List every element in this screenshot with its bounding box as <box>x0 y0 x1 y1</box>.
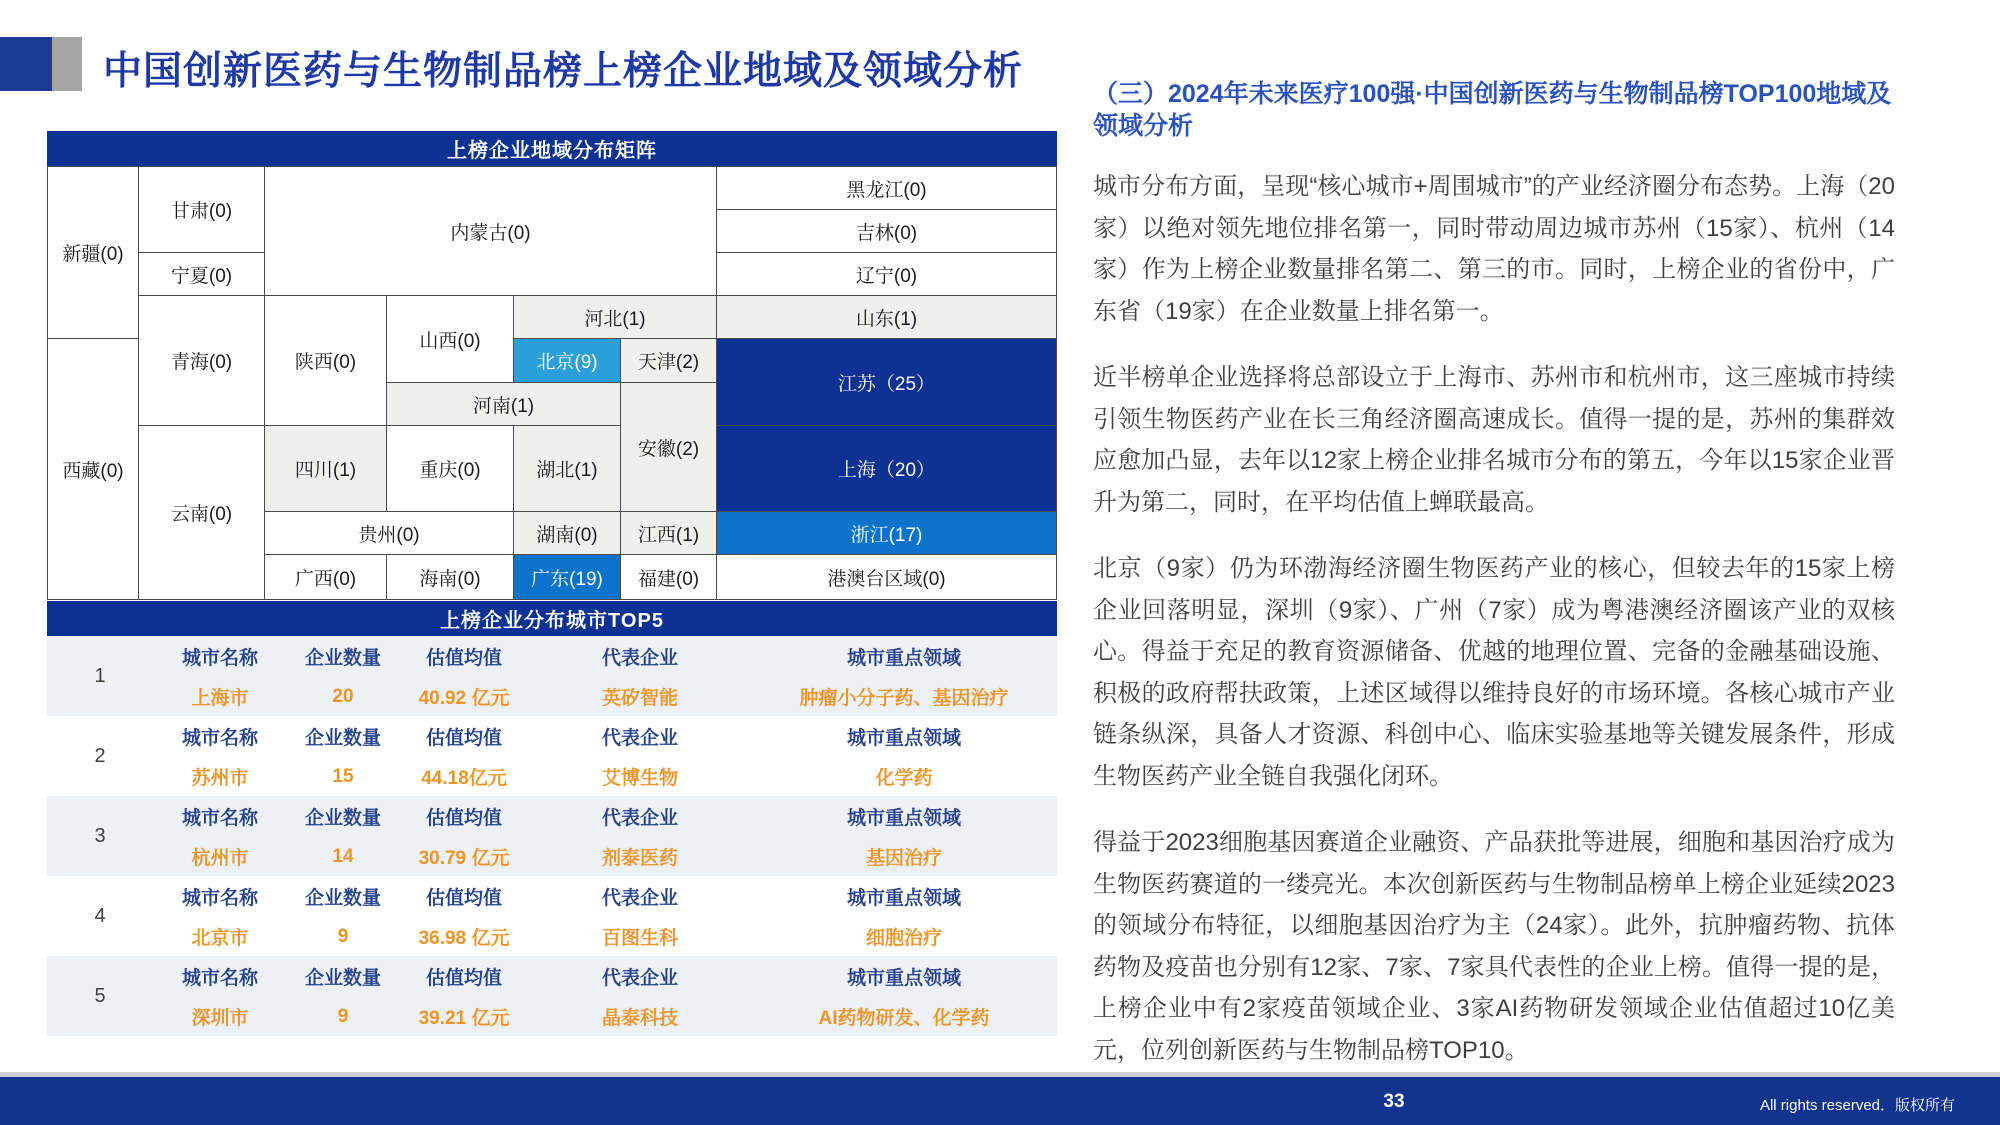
top5-col-header: 代表企业 <box>601 808 678 829</box>
top5-count: 9 <box>337 1005 349 1027</box>
top5-col-header: 城市重点领域 <box>846 728 961 749</box>
top5-city: 北京市 <box>191 928 249 949</box>
top5-avg-valuation: 36.98 亿元 <box>418 928 510 949</box>
matrix-cell: 陕西(0) <box>265 296 386 425</box>
top5-row <box>47 876 1057 956</box>
matrix-cell: 江西(1) <box>621 512 716 554</box>
analysis-paragraph: 得益于2023细胞基因赛道企业融资、产品获批等进展，细胞和基因治疗成为生物医药赛道的一缕亮光。本次创新医药与生物制品榜单上榜企业延续2023的领域分布特征，以细胞基因治疗为主（24家）。此外，抗肿瘤药物、抗体药物及疫苗也分别有12家、7家、7家具代表性的企业上榜。值得一提的是，上榜企业中有2家疫苗领域企业、3家AI药物研发领域企业估值超过10亿美元，位列创新医药与生物制品榜TOP10。 <box>1093 829 1895 1064</box>
top5-row <box>47 796 1057 876</box>
top5-row <box>47 716 1057 796</box>
top5-col-header: 城市重点领域 <box>846 888 961 909</box>
analysis-paragraph: 城市分布方面，呈现“核心城市+周围城市”的产业经济圈分布态势。上海（20家）以绝对领先地位排名第一，同时带动周边城市苏州（15家）、杭州（14家）作为上榜企业数量排名第二、第三的市。同时，上榜企业的省份中，广东省（19家）在企业数量上排名第一。 <box>1093 173 1895 325</box>
top5-row <box>47 956 1057 1036</box>
analysis-paragraphs <box>1093 166 1895 1071</box>
matrix-cell: 河北(1) <box>514 296 716 338</box>
matrix-cell: 湖北(1) <box>514 426 620 511</box>
matrix-cell: 西藏(0) <box>48 339 138 599</box>
top5-count: 14 <box>332 845 354 867</box>
top5-col-header: 代表企业 <box>601 888 678 909</box>
footer-rights-text: All rights reserved．版权所有 <box>1759 1097 1955 1114</box>
footer-page-number: 33 <box>1383 1091 1405 1112</box>
top5-col-header: 城市名称 <box>181 648 258 669</box>
top5-col-header: 城市重点领域 <box>846 808 961 829</box>
analysis-paragraph: 北京（9家）仍为环渤海经济圈生物医药产业的核心，但较去年的15家上榜企业回落明显，深圳（9家）、广州（7家）成为粤港澳经济圈该产业的双核心。得益于充足的教育资源储备、优越的地理位置、完备的金融基础设施、积极的政府帮扶政策，上述区域得以维持良好的市场环境。各核心城市产业链条纵深，具备人才资源、科创中心、临床实验基地等关键发展条件，形成生物医药产业全链自我强化闭环。 <box>1093 555 1895 790</box>
matrix-cell: 海南(0) <box>387 555 513 599</box>
top5-company: 英矽智能 <box>601 688 678 709</box>
matrix-cell: 内蒙古(0) <box>265 167 716 295</box>
analysis-paragraph: 近半榜单企业选择将总部设立于上海市、苏州市和杭州市，这三座城市持续引领生物医药产业在长三角经济圈高速成长。值得一提的是，苏州的集群效应愈加凸显，去年以12家上榜企业排名城市分布的第五，今年以15家企业晋升为第二，同时，在平均估值上蝉联最高。 <box>1093 364 1895 516</box>
top5-city: 杭州市 <box>191 848 249 869</box>
top5-count: 20 <box>332 685 354 707</box>
matrix-cell: 青海(0) <box>139 296 264 425</box>
matrix-cell: 贵州(0) <box>265 512 513 554</box>
top5-count: 15 <box>332 765 354 787</box>
top5-col-header: 城市名称 <box>181 808 258 829</box>
matrix-cell: 安徽(2) <box>621 383 716 511</box>
top5-col-header: 代表企业 <box>601 728 678 749</box>
top5-col-header: 城市名称 <box>181 728 258 749</box>
matrix-cell: 云南(0) <box>139 426 264 599</box>
top5-col-header: 代表企业 <box>601 968 678 989</box>
footer-bar <box>0 1077 2000 1125</box>
analysis-heading: （三）2024年未来医疗100强·中国创新医药与生物制品榜TOP100地域及领域分析 <box>1093 80 1892 140</box>
matrix-cell: 甘肃(0) <box>139 167 264 252</box>
top5-col-header: 估值均值 <box>425 808 502 829</box>
page-title: 中国创新医药与生物制品榜上榜企业地域及领域分析 <box>103 50 1024 93</box>
top5-col-header: 城市重点领域 <box>846 648 961 669</box>
matrix-cell: 江苏（25） <box>717 339 1056 425</box>
top5-col-header: 估值均值 <box>425 968 502 989</box>
matrix-cell: 福建(0) <box>621 555 716 599</box>
matrix-cell: 河南(1) <box>387 383 620 425</box>
matrix-cell: 浙江(17) <box>717 512 1056 554</box>
matrix-cell: 重庆(0) <box>387 426 513 511</box>
top5-col-header: 估值均值 <box>425 648 502 669</box>
matrix-cell: 广东(19) <box>514 555 620 599</box>
top5-title: 上榜企业分布城市TOP5 <box>47 601 1057 636</box>
top5-col-header: 代表企业 <box>601 648 678 669</box>
region-matrix-grid <box>47 166 1057 600</box>
top5-company: 艾博生物 <box>601 768 678 789</box>
matrix-cell: 天津(2) <box>621 339 716 382</box>
top5-field: 肿瘤小分子药、基因治疗 <box>799 688 1009 709</box>
top5-col-header: 企业数量 <box>304 808 381 829</box>
top5-city: 深圳市 <box>191 1008 249 1029</box>
top5-rank: 1 <box>94 664 106 687</box>
top5-col-header: 估值均值 <box>425 728 502 749</box>
top5-col-header: 城市重点领域 <box>846 968 961 989</box>
top5-avg-valuation: 40.92 亿元 <box>418 688 510 709</box>
title-accent-graybar <box>52 37 82 91</box>
matrix-cell: 四川(1) <box>265 426 386 511</box>
top5-col-header: 城市名称 <box>181 968 258 989</box>
top5-avg-valuation: 39.21 亿元 <box>418 1008 510 1029</box>
top5-rank: 4 <box>94 904 106 927</box>
top5-avg-valuation: 30.79 亿元 <box>418 848 510 869</box>
matrix-cell: 吉林(0) <box>717 210 1056 252</box>
matrix-cell: 宁夏(0) <box>139 253 264 295</box>
matrix-cell: 山西(0) <box>387 296 513 382</box>
top5-avg-valuation: 44.18亿元 <box>421 768 507 789</box>
top5-col-header: 企业数量 <box>304 968 381 989</box>
top5-city: 上海市 <box>191 688 249 709</box>
top5-rank: 2 <box>94 744 106 767</box>
top5-company: 百图生科 <box>601 928 678 949</box>
matrix-cell: 广西(0) <box>265 555 386 599</box>
top5-city: 苏州市 <box>191 768 249 789</box>
top5-table <box>47 636 1057 1036</box>
top5-field: 化学药 <box>875 768 933 789</box>
top5-field: AI药物研发、化学药 <box>818 1008 990 1029</box>
top5-col-header: 企业数量 <box>304 888 381 909</box>
matrix-cell: 上海（20） <box>717 426 1056 511</box>
matrix-cell: 港澳台区域(0) <box>717 555 1056 599</box>
matrix-cell: 北京(9) <box>514 339 620 382</box>
matrix-cell: 湖南(0) <box>514 512 620 554</box>
matrix-cell: 新疆(0) <box>48 167 138 338</box>
top5-rank: 3 <box>94 824 106 847</box>
top5-row <box>47 636 1057 716</box>
top5-field: 基因治疗 <box>865 848 942 869</box>
top5-col-header: 城市名称 <box>181 888 258 909</box>
top5-col-header: 企业数量 <box>304 648 381 669</box>
top5-company: 剂泰医药 <box>601 848 678 869</box>
analysis-article <box>1093 78 1895 1096</box>
top5-company: 晶泰科技 <box>601 1008 678 1029</box>
matrix-cell: 黑龙江(0) <box>717 167 1056 209</box>
matrix-cell: 山东(1) <box>717 296 1056 338</box>
top5-count: 9 <box>337 925 349 947</box>
top5-field: 细胞治疗 <box>865 928 942 949</box>
matrix-cell: 辽宁(0) <box>717 253 1056 295</box>
title-accent-square <box>0 37 52 91</box>
top5-rank: 5 <box>94 984 106 1007</box>
region-matrix-title: 上榜企业地域分布矩阵 <box>47 131 1057 166</box>
top5-col-header: 企业数量 <box>304 728 381 749</box>
top5-col-header: 估值均值 <box>425 888 502 909</box>
